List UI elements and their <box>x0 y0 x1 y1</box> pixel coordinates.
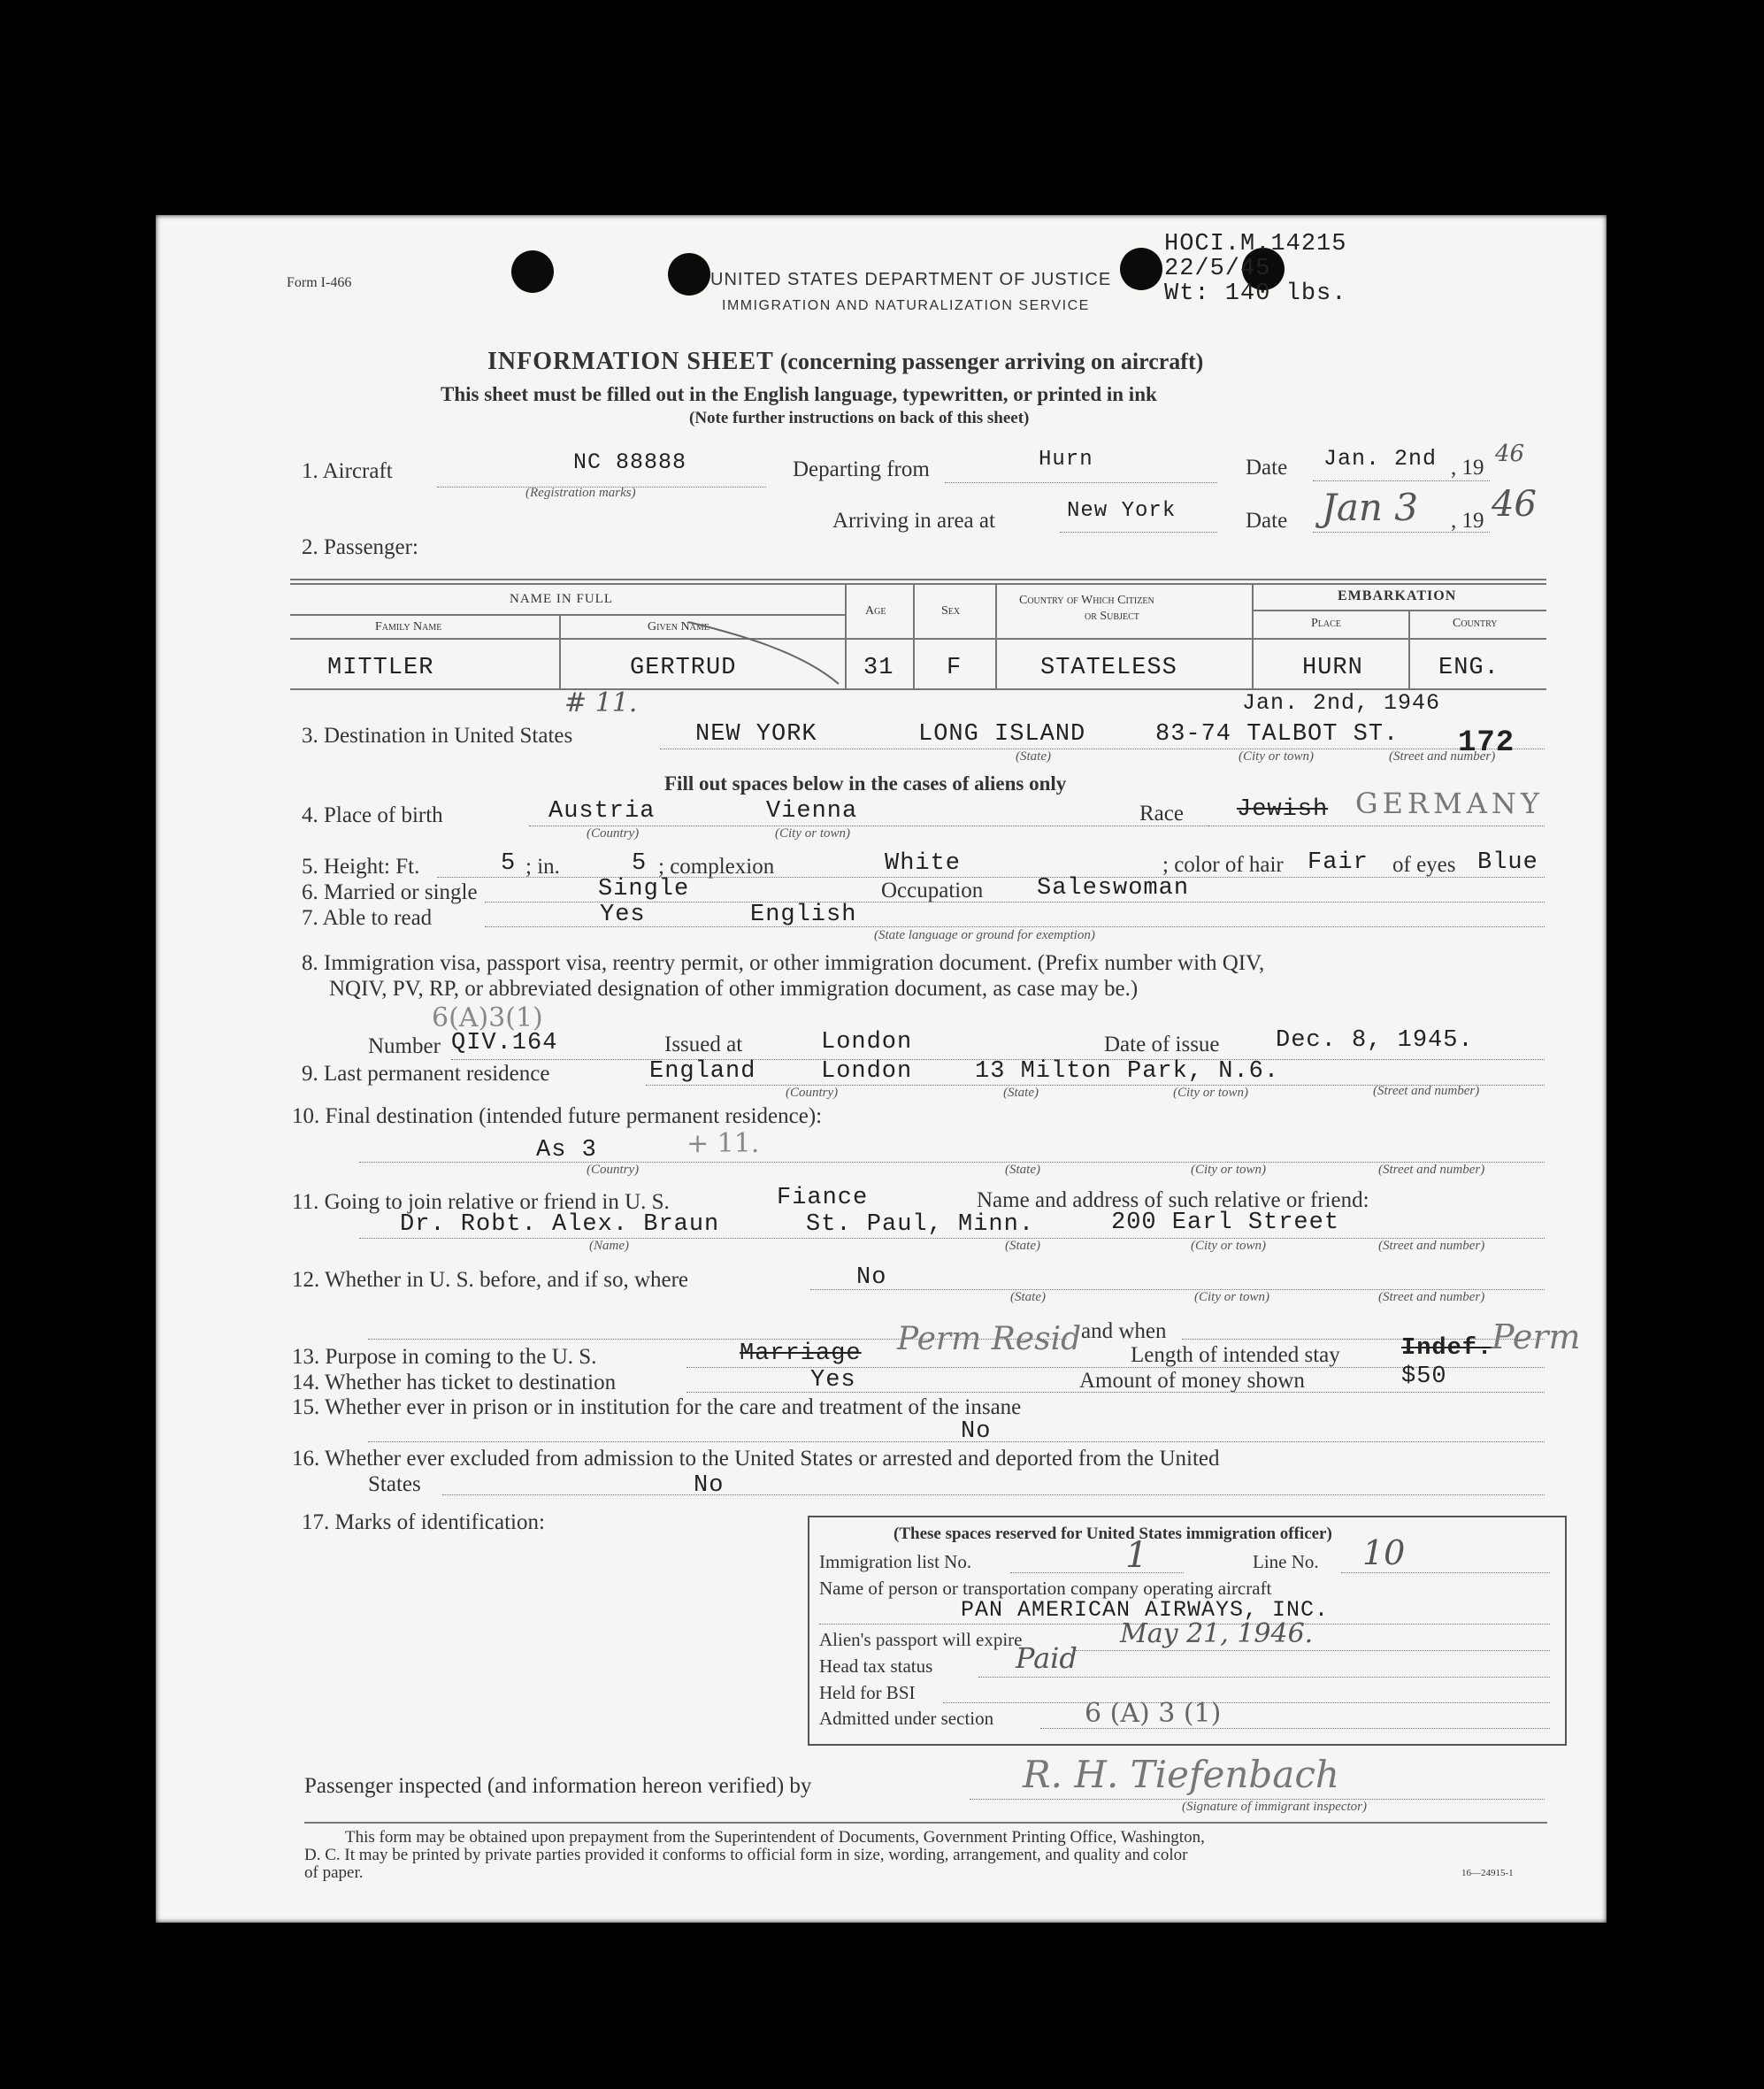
city-caption: (City or town) <box>775 826 850 841</box>
signature-caption: (Signature of immigrant inspector) <box>1182 1800 1368 1814</box>
complexion-label: ; complexion <box>658 855 775 879</box>
street-caption: (Street and number) <box>1378 1163 1485 1177</box>
passport-expire-value: May 21, 1946. <box>1120 1618 1314 1649</box>
immigration-list-number: 1 <box>1125 1535 1148 1576</box>
last-residence-label: 9. Last permanent residence <box>302 1062 550 1086</box>
street-caption: (Street and number) <box>1378 1239 1485 1253</box>
city-caption: (City or town) <box>1173 1086 1248 1100</box>
inspector-signature: R. H. Tiefenbach <box>1023 1753 1339 1796</box>
purpose-handwritten: Perm Resid <box>897 1321 1082 1357</box>
aliens-only-note: Fill out spaces below in the cases of aliens only <box>664 772 1067 795</box>
department-name: UNITED STATES DEPARTMENT OF JUSTICE <box>710 270 1112 289</box>
race-label: Race <box>1139 802 1184 826</box>
date-stamp: 22/5/45 <box>1164 256 1271 282</box>
residence-city-street: 13 Milton Park, N.6. <box>975 1058 1280 1085</box>
issue-date-value: Dec. 8, 1945. <box>1276 1027 1474 1054</box>
footer-line3: of paper. <box>304 1863 364 1882</box>
embarkation-header: EMBARKATION <box>1338 588 1457 603</box>
form-number: Form I-466 <box>287 275 352 290</box>
excluded-value: No <box>694 1472 725 1499</box>
ticket-value: Yes <box>810 1367 856 1394</box>
occupation-value: Saleswoman <box>1037 875 1190 902</box>
head-tax-label: Head tax status <box>819 1655 933 1677</box>
destination-number-stamp: 172 <box>1458 726 1515 760</box>
admitted-section-label: Admitted under section <box>819 1708 994 1729</box>
pen-stroke-icon <box>686 617 846 687</box>
state-caption: (State) <box>1005 1163 1040 1177</box>
final-destination-label: 10. Final destination (intended future permanent residence): <box>292 1104 823 1128</box>
prior-visit-label: 12. Whether in U. S. before, and if so, where <box>292 1268 689 1292</box>
birth-city: Vienna <box>766 798 858 825</box>
country-caption: (Country) <box>587 1163 640 1177</box>
relative-street: 200 Earl Street <box>1111 1210 1340 1236</box>
sex-value: F <box>947 655 963 681</box>
handwritten-number: # 11. <box>564 687 638 718</box>
hair-value: Fair <box>1308 849 1369 876</box>
country-header: Country <box>1453 617 1498 630</box>
title-main: INFORMATION SHEET <box>487 348 774 375</box>
punch-hole-icon <box>668 253 710 296</box>
occupation-label: Occupation <box>881 879 984 902</box>
name-in-full-header: NAME IN FULL <box>510 592 613 606</box>
visa-section-handwritten: 6(A)3(1) <box>432 1002 543 1033</box>
arrival-date-value: Jan 3 <box>1322 486 1418 529</box>
street-caption: (Street and number) <box>1378 1290 1485 1304</box>
eyes-label: of eyes <box>1392 853 1456 877</box>
immigration-list-label: Immigration list No. <box>819 1551 972 1572</box>
join-relative-label: 11. Going to join relative or friend in U. S. <box>292 1190 670 1214</box>
instruction-line: This sheet must be filled out in the English language, typewritten, or printed in ink <box>441 383 1157 405</box>
registration-caption: (Registration marks) <box>525 486 636 500</box>
issued-at-value: London <box>821 1029 913 1056</box>
country-caption: (Country) <box>786 1086 839 1100</box>
embark-place-value: HURN <box>1302 655 1363 681</box>
footer-line2: D. C. It may be printed by private parties provided it conforms to official form in size, wording, arrangement, and quality and color <box>304 1846 1188 1864</box>
destination-street: 83-74 TALBOT ST. <box>1155 721 1400 748</box>
language-caption: (State language or ground for exemption) <box>874 928 1095 942</box>
head-tax-value: Paid <box>1016 1641 1078 1675</box>
eyes-value: Blue <box>1477 849 1538 876</box>
race-value: Jewish <box>1237 796 1329 823</box>
form-paper <box>156 215 1607 1923</box>
height-feet: 5 <box>501 850 517 877</box>
inspected-by-label: Passenger inspected (and information hereon verified) by <box>304 1774 812 1798</box>
destination-city: LONG ISLAND <box>918 721 1086 748</box>
departing-value: Hurn <box>1039 448 1093 472</box>
arrival-date-label: Date <box>1246 509 1288 533</box>
citizen-header-line2: or Subject <box>1085 610 1139 623</box>
issued-at-label: Issued at <box>664 1033 743 1056</box>
complexion-value: White <box>885 850 962 877</box>
when-label: and when <box>1081 1319 1167 1343</box>
departure-date-label: Date <box>1246 456 1288 480</box>
line-number-label: Line No. <box>1253 1551 1319 1572</box>
arriving-label: Arriving in area at <box>832 509 995 533</box>
excluded-label-line1: 16. Whether ever excluded from admission to the United States or arrested and deported from the United <box>292 1447 1220 1471</box>
weight-stamp: Wt: 140 lbs. <box>1164 280 1347 307</box>
marital-value: Single <box>598 876 690 902</box>
passport-expire-label: Alien's passport will expire <box>819 1629 1023 1650</box>
visa-number-label: Number <box>368 1034 441 1058</box>
company-label: Name of person or transportation company operating aircraft <box>819 1578 1272 1599</box>
instruction-note: (Note further instructions on back of this sheet) <box>689 409 1030 427</box>
stay-length-handwritten: Perm <box>1492 1317 1581 1356</box>
visa-number-value: QIV.164 <box>451 1030 558 1056</box>
money-value: $50 <box>1401 1363 1447 1390</box>
money-label: Amount of money shown <box>1079 1369 1305 1393</box>
departing-label: Departing from <box>793 457 930 481</box>
residence-country: England <box>649 1058 756 1085</box>
print-code: 16—24915-1 <box>1461 1868 1514 1878</box>
state-caption: (State) <box>1016 749 1051 764</box>
place-header: Place <box>1311 617 1341 630</box>
relation-value: Fiance <box>777 1185 869 1211</box>
form-title <box>487 348 1203 376</box>
passenger-label: 2. Passenger: <box>302 535 418 559</box>
relative-state: St. Paul, Minn. <box>806 1211 1035 1238</box>
read-value: Yes <box>600 902 646 928</box>
state-caption: (State) <box>1003 1086 1039 1100</box>
destination-state: NEW YORK <box>695 721 817 748</box>
company-value: PAN AMERICAN AIRWAYS, INC. <box>961 1597 1330 1623</box>
arrival-year-prefix: , 19 <box>1451 509 1484 533</box>
visa-instructions-line1: 8. Immigration visa, passport visa, reentry permit, or other immigration document. (Prefix number with QIV, <box>302 951 1265 975</box>
given-name-value: GERTRUD <box>630 655 737 681</box>
stay-length-value: Indef. <box>1401 1335 1493 1362</box>
excluded-label-line2: States <box>368 1472 421 1496</box>
state-caption: (State) <box>1005 1239 1040 1253</box>
aircraft-value: NC 88888 <box>573 449 687 475</box>
purpose-label: 13. Purpose in coming to the U. S. <box>292 1345 597 1369</box>
citizen-value: STATELESS <box>1040 655 1177 681</box>
title-sub: (concerning passenger arriving on aircraft) <box>779 349 1204 374</box>
residence-state: London <box>821 1058 913 1085</box>
city-caption: (City or town) <box>1191 1163 1266 1177</box>
reference-stamp: HOCI.M.14215 <box>1164 231 1347 257</box>
aircraft-label: 1. Aircraft <box>302 459 393 483</box>
citizen-header-line1: Country of Which Citizen <box>1019 594 1154 607</box>
prison-label: 15. Whether ever in prison or in institution for the care and treatment of the insane <box>292 1395 1022 1419</box>
departure-year-value: 46 <box>1495 441 1525 467</box>
state-caption: (State) <box>1010 1290 1046 1304</box>
age-value: 31 <box>863 655 894 681</box>
city-caption: (City or town) <box>1194 1290 1269 1304</box>
issue-date-label: Date of issue <box>1104 1033 1220 1056</box>
purpose-value: Marriage <box>740 1340 862 1367</box>
city-caption: (City or town) <box>1191 1239 1266 1253</box>
visa-instructions-line2: NQIV, PV, RP, or abbreviated designation of other immigration document, as case may be.) <box>329 977 1139 1001</box>
height-inches: 5 <box>632 850 648 877</box>
street-caption: (Street and number) <box>1373 1084 1480 1098</box>
service-name: IMMIGRATION AND NATURALIZATION SERVICE <box>722 298 1090 313</box>
height-label: 5. Height: Ft. <box>302 855 420 879</box>
officer-box-title: (These spaces reserved for United States immigration officer) <box>894 1525 1332 1543</box>
inches-label: ; in. <box>525 855 560 879</box>
birth-country: Austria <box>548 798 656 825</box>
country-caption: (Country) <box>587 826 640 841</box>
line-number-value: 10 <box>1362 1533 1406 1572</box>
arriving-value: New York <box>1067 499 1177 523</box>
punch-hole-icon <box>511 250 554 293</box>
birthplace-label: 4. Place of birth <box>302 803 443 827</box>
departure-year-prefix: , 19 <box>1451 456 1484 480</box>
final-destination-value: As 3 <box>536 1137 597 1164</box>
destination-date: Jan. 2nd, 1946 <box>1242 690 1441 716</box>
footer-line1: This form may be obtained upon prepayment from the Superintendent of Documents, Government Printing Office, Washington, <box>345 1828 1205 1847</box>
prison-value: No <box>961 1418 992 1445</box>
final-destination-handwritten: + 11. <box>686 1128 760 1159</box>
identification-marks-label: 17. Marks of identification: <box>302 1510 545 1534</box>
city-caption: (City or town) <box>1239 749 1314 764</box>
age-header: Age <box>865 604 886 618</box>
read-language: English <box>750 902 857 928</box>
race-handwritten: GERMANY <box>1355 787 1545 820</box>
family-name-value: MITTLER <box>327 655 434 681</box>
departure-date-value: Jan. 2nd <box>1323 446 1438 472</box>
family-name-header: Family Name <box>375 620 442 634</box>
name-caption: (Name) <box>589 1239 629 1253</box>
name-address-label: Name and address of such relative or friend: <box>977 1188 1369 1212</box>
bsi-label: Held for BSI <box>819 1682 916 1703</box>
relative-name: Dr. Robt. Alex. Braun <box>400 1211 720 1238</box>
sex-header: Sex <box>941 604 961 618</box>
ticket-label: 14. Whether has ticket to destination <box>292 1371 617 1394</box>
stay-length-label: Length of intended stay <box>1131 1343 1340 1367</box>
read-label: 7. Able to read <box>302 906 433 930</box>
destination-label: 3. Destination in United States <box>302 724 573 748</box>
admitted-section-value: 6 (A) 3 (1) <box>1085 1698 1222 1729</box>
punch-hole-icon <box>1120 248 1162 290</box>
prior-visit-value: No <box>856 1264 887 1291</box>
hair-label: ; color of hair <box>1162 853 1284 877</box>
street-caption: (Street and number) <box>1389 749 1496 764</box>
arrival-year-value: 46 <box>1492 484 1537 525</box>
given-name-header: Given Name <box>648 620 709 634</box>
marital-label: 6. Married or single <box>302 880 478 904</box>
embark-country-value: ENG. <box>1438 655 1499 681</box>
